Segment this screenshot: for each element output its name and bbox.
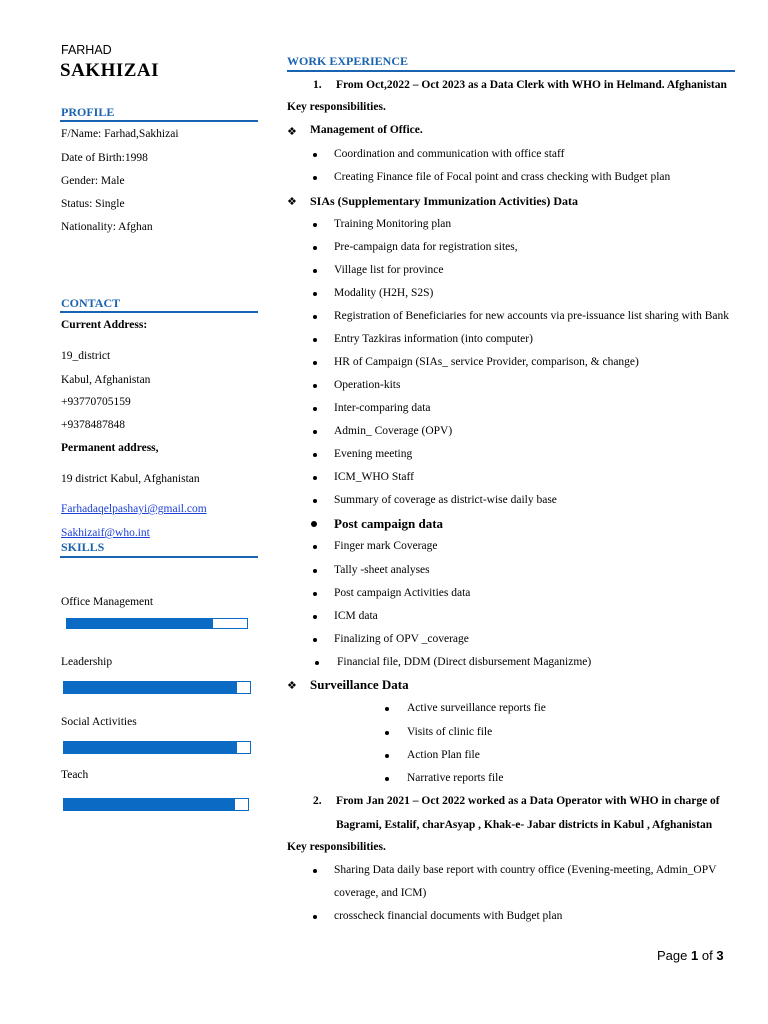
list-item: Narrative reports file (407, 772, 504, 784)
job1-key-responsibilities: Key responsibilities. (287, 101, 386, 113)
contact-heading: CONTACT (61, 296, 121, 310)
of-word: of (701, 948, 713, 963)
skill-label-teach: Teach (61, 769, 89, 781)
list-item: Summary of coverage as district-wise daily base (334, 494, 557, 506)
profile-fname: F/Name: Farhad,Sakhizai (61, 128, 179, 140)
bullet-icon (313, 384, 317, 388)
bullet-icon (313, 315, 317, 319)
profile-divider (60, 120, 258, 122)
bullet-icon (313, 869, 317, 873)
bullet-icon (313, 223, 317, 227)
bullet-icon (313, 338, 317, 342)
list-item: Registration of Beneficiaries for new accounts via pre-issuance list sharing with Bank (334, 310, 730, 322)
skill-bar-fill (64, 742, 237, 753)
list-item: Training Monitoring plan (334, 218, 452, 230)
current-address-city: Kabul, Afghanistan (61, 374, 151, 386)
bullet-icon (313, 592, 317, 596)
list-item: Operation-kits (334, 379, 401, 391)
skill-label-social-activities: Social Activities (61, 716, 137, 728)
bullet-icon (313, 153, 317, 157)
job2-title-line1: From Jan 2021 – Oct 2022 worked as a Data Operator with WHO in charge of (336, 795, 720, 807)
email-link-who[interactable]: Sakhizaif@who.int (61, 527, 150, 539)
last-name: SAKHIZAI (60, 60, 160, 81)
page-number (657, 948, 724, 963)
job2-key-responsibilities: Key responsibilities. (287, 841, 386, 853)
list-item: Finger mark Coverage (334, 540, 438, 552)
profile-gender: Gender: Male (61, 175, 125, 187)
permanent-address-line: 19 district Kabul, Afghanistan (61, 473, 200, 485)
list-item: Entry Tazkiras information (into computer) (334, 333, 533, 345)
diamond-bullet-icon: ❖ (287, 679, 297, 692)
list-item: Active surveillance reports fie (407, 702, 546, 714)
skill-bar-fill (64, 799, 235, 810)
group-title-surveillance: Surveillance Data (310, 677, 409, 692)
bullet-icon (313, 176, 317, 180)
group-title-post-campaign: Post campaign data (334, 516, 444, 531)
page-word: Page (657, 948, 688, 963)
contact-divider (60, 311, 258, 313)
skills-divider (60, 556, 258, 558)
first-name: FARHAD (61, 43, 112, 57)
list-item: Sharing Data daily base report with country office (Evening-meeting, Admin_OPV (334, 864, 717, 876)
bullet-icon (313, 269, 317, 273)
skill-bar-leadership (63, 681, 251, 694)
list-item: crosscheck financial documents with Budget plan (334, 910, 563, 922)
skill-bar-fill (64, 682, 237, 693)
bullet-icon (385, 731, 389, 735)
profile-heading: PROFILE (61, 105, 115, 119)
bullet-icon (385, 754, 389, 758)
bullet-icon (313, 638, 317, 642)
group-title-sias: SIAs (Supplementary Immunization Activities) Data (310, 194, 579, 208)
permanent-address-label: Permanent address, (61, 442, 159, 454)
list-item-continuation: coverage, and ICM) (334, 887, 427, 899)
profile-dob: Date of Birth:1998 (61, 152, 148, 164)
skill-bar-fill (67, 619, 213, 628)
skill-bar-teach (63, 798, 249, 811)
list-item: Pre-campaign data for registration sites, (334, 241, 518, 253)
list-item: Financial file, DDM (Direct disbursement Maganizme) (337, 656, 592, 668)
bullet-icon (313, 453, 317, 457)
profile-status: Status: Single (61, 198, 125, 210)
group-title-management: Management of Office. (310, 124, 423, 136)
list-item: Action Plan file (407, 749, 480, 761)
bullet-icon (313, 569, 317, 573)
list-item: Visits of clinic file (407, 726, 493, 738)
skill-label-office-management: Office Management (61, 596, 154, 608)
bullet-icon (313, 915, 317, 919)
skills-heading: SKILLS (61, 540, 105, 554)
list-item: Inter-comparing data (334, 402, 431, 414)
diamond-bullet-icon: ❖ (287, 195, 297, 208)
bullet-icon (313, 476, 317, 480)
list-item: Post campaign Activities data (334, 587, 471, 599)
work-experience-heading: WORK EXPERIENCE (287, 54, 409, 68)
job2-title-line2: Bagrami, Estalif, charAsyap , Khak-e- Jabar districts in Kabul , Afghanistan (336, 819, 713, 831)
list-item: Creating Finance file of Focal point and crass checking with Budget plan (334, 171, 671, 183)
list-item: HR of Campaign (SIAs_ service Provider, comparison, & change) (334, 356, 639, 368)
bullet-icon (313, 407, 317, 411)
profile-nationality: Nationality: Afghan (61, 221, 153, 233)
bullet-icon (385, 777, 389, 781)
current-address-line: 19_district (61, 350, 111, 362)
page-total: 3 (716, 948, 724, 963)
phone-1: +93770705159 (61, 396, 131, 408)
bullet-icon (313, 499, 317, 503)
bullet-icon (313, 361, 317, 365)
job1-number: 1. (313, 79, 322, 91)
bullet-icon (385, 707, 389, 711)
list-item: Evening meeting (334, 448, 413, 460)
list-item: Modality (H2H, S2S) (334, 287, 434, 299)
diamond-bullet-icon: ❖ (287, 125, 297, 138)
list-item: Coordination and communication with office staff (334, 148, 565, 160)
work-divider (287, 70, 735, 72)
list-item: Village list for province (334, 264, 444, 276)
bullet-icon (313, 292, 317, 296)
list-item: Admin_ Coverage (OPV) (334, 425, 453, 437)
list-item: Tally -sheet analyses (334, 564, 430, 576)
job2-number: 2. (313, 795, 322, 807)
bullet-icon (313, 430, 317, 434)
bullet-icon (313, 246, 317, 250)
email-link-gmail[interactable]: Farhadaqelpashayi@gmail.com (61, 503, 207, 515)
list-item: Finalizing of OPV _coverage (334, 633, 469, 645)
page-current: 1 (691, 948, 699, 963)
phone-2: +9378487848 (61, 419, 125, 431)
current-address-label: Current Address: (61, 319, 148, 331)
list-item: ICM_WHO Staff (334, 471, 414, 483)
skill-bar-office-management (66, 618, 248, 629)
bullet-icon (311, 521, 317, 527)
bullet-icon (315, 661, 319, 665)
skill-bar-social-activities (63, 741, 251, 754)
job1-title: From Oct,2022 – Oct 2023 as a Data Clerk with WHO in Helmand. Afghanistan (336, 79, 727, 91)
list-item: ICM data (334, 610, 378, 622)
bullet-icon (313, 615, 317, 619)
skill-label-leadership: Leadership (61, 656, 113, 668)
bullet-icon (313, 545, 317, 549)
